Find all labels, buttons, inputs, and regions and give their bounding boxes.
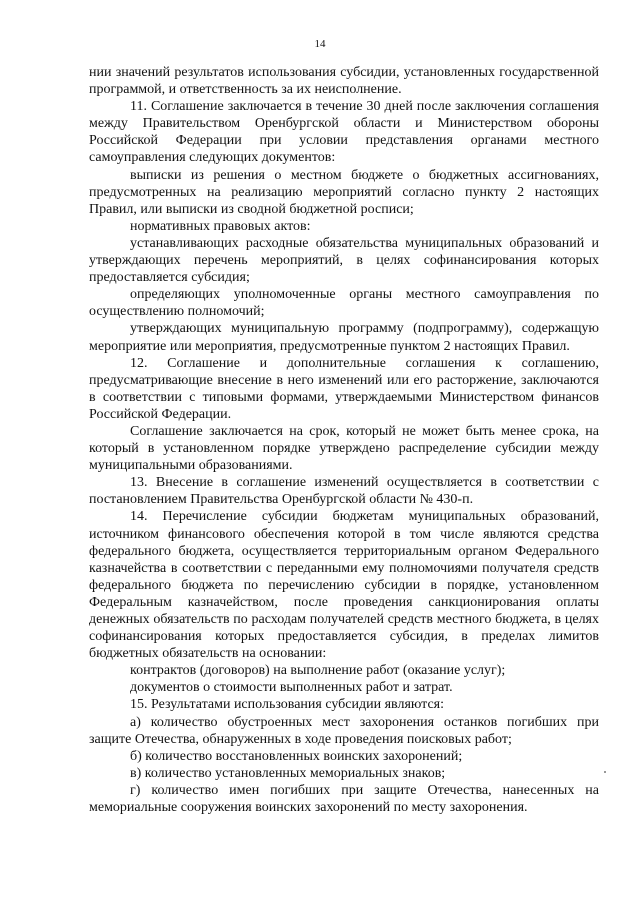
paragraph-establishing-obligations: устанавливающих расходные обязательства муниципальных образований и утверждающих перечень мероприятий, в целях софинансирования которых предоставляется субсидия;	[89, 235, 599, 286]
paragraph-contracts: контрактов (договоров) на выполнение работ (оказание услуг);	[130, 663, 506, 679]
paragraph-legal-acts: нормативных правовых актов:	[130, 218, 311, 234]
paragraph-budget-extracts: выписки из решения о местном бюджете о бюджетных ассигнованиях, предусмотренных на реализацию мероприятий согласно пункту 2 настоящих Правил, или выписки из сводной бюджетной росписи;	[89, 167, 599, 217]
paragraph-clause-11: 11. Соглашение заключается в течение 30 дней после заключения соглашения между Правительством Оренбургской области и Министерством обороны Российской Федерации при условии представления органами местного самоуправления следующих документов:	[89, 99, 599, 166]
paragraph-clause-12: 12. Соглашение и дополнительные соглашения к соглашению, предусматривающие внесение в него изменений или его расторжение, заключаются в соответствии с типовыми формами, утверждаемыми Министерством финансов Российской Федерации.	[89, 355, 599, 422]
list-item-g: г) количество имен погибших при защите Отечества, нанесенных на мемориальные сооружения воинских захоронений по месту захоронения.	[89, 782, 599, 816]
paragraph-continuation: нии значений результатов использования субсидии, установленных государственной программой, и ответственность за их неисполнение.	[89, 65, 599, 98]
paragraph-clause-15: 15. Результатами использования субсидии являются:	[130, 697, 445, 713]
paragraph-authorized-bodies: определяющих уполномоченные органы местного самоуправления по осуществлению полномочий;	[89, 287, 599, 320]
paragraph-clause-13: 13. Внесение в соглашение изменений осуществляется в соответствии с постановлением Правительства Оренбургской области № 430-п.	[89, 475, 599, 508]
paragraph-agreement-term: Соглашение заключается на срок, который не может быть менее срока, на который в установленном порядке утверждено распределение субсидии между муниципальными образованиями.	[89, 423, 599, 474]
page-number: 14	[314, 38, 326, 50]
paragraph-municipal-program: утверждающих муниципальную программу (подпрограмму), содержащую мероприятие или мероприятия, предусмотренные пунктом 2 настоящих Правил.	[89, 321, 599, 354]
list-item-v: в) количество установленных мемориальных знаков;	[130, 765, 446, 781]
scan-speck	[604, 771, 606, 773]
list-item-b: б) количество восстановленных воинских захоронений;	[130, 748, 463, 764]
paragraph-clause-14: 14. Перечисление субсидии бюджетам муниципальных образований, источником финансового обеспечения которой в том числе являются средства федерального бюджета, осуществляется территориальным органом Федерального казначейства в соответствии с переданными ему полномочиями получателя средств федерального бюджета по перечислению субсидии в порядке, установленном Федеральным казначейством, после проведения санкционирования оплаты денежных обязательств по расходам получателей средств местного бюджета, в целях софинансирования которых предоставляется субсидия, в пределах лимитов бюджетных обязательств на основании:	[89, 509, 599, 662]
document-body	[89, 64, 599, 816]
list-item-a: а) количество обустроенных мест захоронения останков погибших при защите Отечества, обнаруженных в ходе проведения поисковых работ;	[89, 714, 599, 747]
paragraph-cost-documents: документов о стоимости выполненных работ и затрат.	[130, 680, 453, 696]
